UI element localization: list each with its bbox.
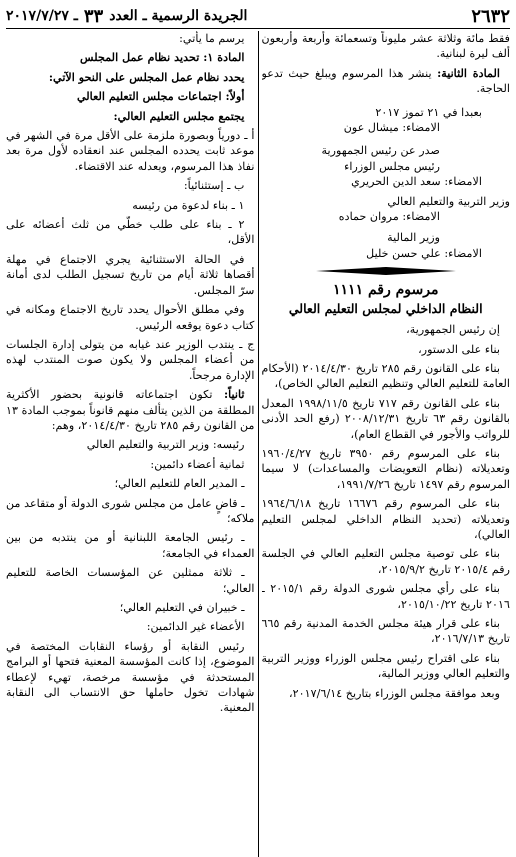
member-item: ـ ثلاثة ممثلين عن المؤسسات الخاصة للتعليم العالي؛	[6, 566, 255, 595]
preamble-item: بناء على توصية مجلس التعليم العالي في الجلسة رقم ٢٠١٥/٤ تاريخ ٢٠١٥/٩/٢،	[261, 547, 510, 576]
article-one-subheading: يحدد نظام عمل المجلس على النحو الآتي:	[48, 69, 245, 84]
preamble-item: بناء على قرار هيئة مجلس الخدمة المدنية رقم ٦٦٥ تاريخ ٢٠١٦/٧/١٣،	[261, 617, 510, 646]
page-header	[6, 4, 510, 29]
gazette-title	[6, 6, 247, 27]
all-cases-paragraph: وفي مطلق الأحوال يحدد تاريخ الاجتماع ومكانه في كتاب دعوة يوقعه الرئيس.	[6, 303, 255, 332]
article-two-text: ينشر هذا المرسوم ويبلغ حيث تدعو الحاجة.	[261, 66, 510, 96]
pm-title: رئيس مجلس الوزراء	[344, 159, 440, 173]
member-item: ـ خبيران في التعليم العالي؛	[119, 601, 245, 614]
column-divider	[258, 31, 259, 857]
clause-b2: ٢ ـ بناء على طلب خطّي من ثلث أعضائه على الأقل،	[6, 218, 255, 247]
decree-title: مرسوم رقم ١١١١	[333, 282, 439, 299]
clause-a: أ ـ دورياً وبصورة ملزمة على الأقل مرة في الشهر في موعد ثابت يحدده المجلس عند انعقاده لأول مرة بعد نفاذ هذا المرسوم، ويعدله عند الاقتضاء.	[6, 129, 255, 173]
preamble-item: إن رئيس الجمهورية،	[406, 323, 500, 337]
preamble-item: بناء على رأي مجلس شورى الدولة رقم ٢٠١٥/١ ـ ٢٠١٦ تاريخ ٢٠١٥/١٠/٢٢،	[261, 582, 510, 611]
council-head: رئيسه: وزير التربية والتعليم العالي	[86, 438, 245, 452]
preamble-item: وبعد موافقة مجلس الوزراء بتاريخ ٢٠١٧/٦/١٤،	[289, 686, 500, 700]
page-number: ٢٦٣٢	[471, 5, 510, 27]
issued-by: صدر عن رئيس الجمهورية	[321, 144, 440, 158]
right-column	[262, 31, 511, 857]
member-item: ـ المدير العام للتعليم العالي؛	[114, 477, 245, 491]
preamble-item: بناء على القانون رقم ٧١٧ تاريخ ١٩٩٨/١١/٥ المعدل بالقانون رقم ٦٣ تاريخ ٢٠٠٨/١٢/٣١ (رفع الحد الأدنى للرواتب والأجور في القطاع العام)،	[261, 396, 510, 441]
unions-paragraph: رئيس النقابة أو رؤساء النقابات المختصة في الموضوع، إذا كانت المؤسسة المعنية فتحها أو البرامج المستحدثة في مؤسسة مرخصة، تهيء لإعطاء شهادات تخول حاملها حق الانتساب الى النقابة المعنية.	[6, 639, 255, 715]
preamble-item: بناء على اقتراح رئيس مجلس الوزراء ووزير التربية والتعليم العالي ووزير المالية،	[261, 651, 510, 681]
left-column	[6, 31, 255, 857]
pm-signature: الامضاء: سعد الدين الحريري	[351, 175, 482, 189]
president-signature: الامضاء: ميشال عون	[343, 121, 440, 135]
clause-c: ج ـ ينتدب الوزير عند غيابه من يتولى إدارة الجلسات من أعضاء المجلس ولا يكون صوت المنتدب لهذه الإدارة مرجحاً.	[6, 337, 255, 382]
gazette-name: الجريدة الرسمية ـ العدد	[109, 8, 248, 24]
clause-b: ب ـ إستثنائياً:	[183, 179, 245, 193]
decree-subtitle: النظام الداخلي لمجلس التعليم العالي	[288, 300, 483, 316]
issue-number: ٣٣	[83, 5, 104, 27]
issue-date: ـ ٢٠١٧/٧/٢٧	[6, 8, 78, 24]
preamble-item: بناء على المرسوم رقم ٣٩٥٠ تاريخ ١٩٦٠/٤/٢٧ وتعديلاته (نظام التعويضات والمساعدات) لا سيما المرسوم رقم ١٤٩٧ تاريخ ١٩٩١/٧/٢٦،	[261, 446, 510, 491]
article-one-heading: المادة ١: تحديد نظام عمل المجلس	[80, 50, 245, 65]
preamble-item: بناء على القانون رقم ٢٨٥ تاريخ ٢٠١٤/٤/٣٠ (الأحكام العامة للتعليم العالي وتنظيم التعليم العالي الخاص)،	[261, 361, 510, 391]
ornament-divider-icon	[316, 267, 456, 275]
signing-date: بعبدا في ٢١ تموز ٢٠١٧	[375, 105, 482, 119]
section-second-text: تكون اجتماعاته قانونية بحضور الأكثرية المطلقة من الذين يتألف منهم قانوناً بموجب المادة ١٣ من القانون رقم ٢٨٥ تاريخ ٢٠١٤/٤/٣٠، وهم:	[6, 388, 255, 432]
non-permanent-heading: الأعضاء غير الدائمين:	[146, 620, 245, 634]
section-divider	[262, 267, 511, 275]
permanent-members-heading: ثمانية أعضاء دائمين:	[150, 457, 245, 471]
exceptional-paragraph: في الحالة الاستثنائية يجري الاجتماع في مهلة أقصاها ثلاثة أيام من تاريخ تسجيل الطلب لدى أمانة سرّ المجلس.	[6, 252, 255, 297]
fin-minister-signature: الامضاء: علي حسن خليل	[366, 246, 482, 260]
article-two-label: المادة الثانية:	[437, 65, 500, 80]
section-first-heading: أولاً: اجتماعات مجلس التعليم العالي	[76, 89, 245, 104]
section-second	[6, 387, 255, 433]
clause-b1: ١ ـ بناء لدعوة من رئيسه	[132, 198, 245, 212]
member-item: ـ قاضٍ عامل من مجلس شورى الدولة أو متقاعد من ملاكه؛	[6, 496, 255, 525]
council-meets-heading: يجتمع مجلس التعليم العالي:	[113, 108, 245, 123]
decrees-line: يرسم ما يأتي:	[179, 32, 245, 45]
edu-minister-title: وزير التربية والتعليم العالي	[387, 194, 510, 208]
edu-minister-signature: الامضاء: مروان حماده	[338, 210, 440, 224]
article-two	[262, 66, 511, 97]
amount-text: فقط مائة وثلاثة عشر مليوناً وتسعمائة وأربعة وأربعون ألف ليرة لبنانية.	[261, 32, 510, 61]
section-second-label: ثانياً:	[223, 387, 245, 402]
preamble-item: بناء على الدستور،	[418, 342, 500, 356]
member-item: ـ رئيس الجامعة اللبنانية أو من ينتدبه من بين العمداء في الجامعة؛	[6, 531, 255, 560]
fin-minister-title: وزير المالية	[387, 231, 440, 245]
preamble-item: بناء على المرسوم رقم ١٦٦٧٦ تاريخ ١٩٦٤/٦/١٨ وتعديلاته (تحديد النظام الداخلي لمجلس التعليم العالي)،	[261, 497, 510, 541]
